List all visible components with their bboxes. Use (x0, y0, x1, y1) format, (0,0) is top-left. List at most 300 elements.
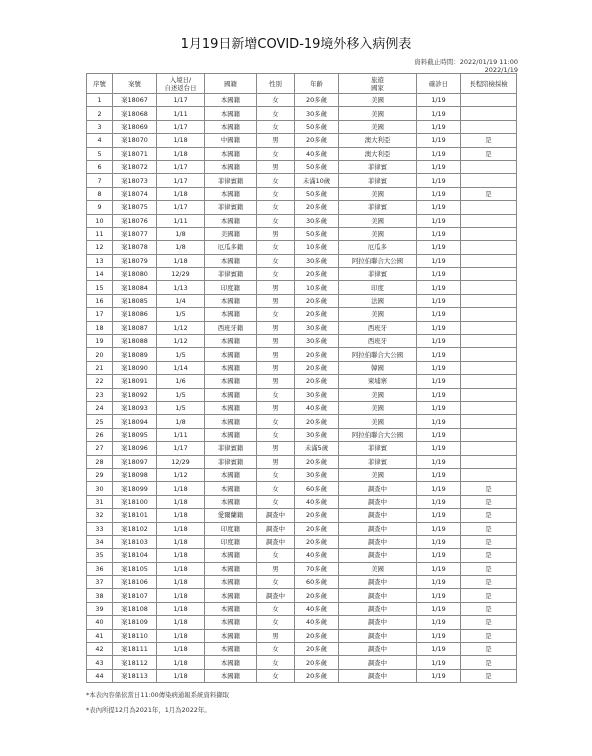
cell-col-seq: 2 (87, 107, 113, 120)
cell-col-entry-date: 1/12 (157, 321, 205, 334)
cell-col-case-id: 案18089 (113, 348, 157, 361)
cell-col-seq: 8 (87, 187, 113, 200)
cell-col-seq: 18 (87, 321, 113, 334)
cell-col-long-range (461, 335, 517, 348)
cell-col-seq: 33 (87, 522, 113, 535)
cell-col-travel-country: 西班牙 (339, 321, 417, 334)
cell-col-case-id: 案18109 (113, 616, 157, 629)
cell-col-entry-date: 12/29 (157, 268, 205, 281)
cell-col-entry-date: 1/18 (157, 482, 205, 495)
cell-col-confirm-date: 1/19 (417, 455, 461, 468)
cell-col-nationality: 愛爾蘭籍 (205, 509, 257, 522)
cell-col-confirm-date: 1/19 (417, 669, 461, 682)
cell-col-entry-date: 12/29 (157, 455, 205, 468)
cell-col-age: 40多歲 (295, 602, 339, 615)
cell-col-seq: 43 (87, 656, 113, 669)
cell-col-gender: 男 (257, 227, 295, 240)
cell-col-long-range (461, 375, 517, 388)
cell-col-age: 30多歲 (295, 321, 339, 334)
cell-col-gender: 女 (257, 201, 295, 214)
cell-col-gender: 女 (257, 415, 295, 428)
cell-col-seq: 11 (87, 227, 113, 240)
cell-col-case-id: 案18106 (113, 576, 157, 589)
cell-col-confirm-date: 1/19 (417, 147, 461, 160)
cell-col-long-range: 是 (461, 482, 517, 495)
cell-col-case-id: 案18086 (113, 308, 157, 321)
header-col-confirm-date: 確診日 (417, 74, 461, 94)
cell-col-entry-date: 1/18 (157, 562, 205, 575)
cell-col-long-range: 是 (461, 495, 517, 508)
cell-col-entry-date: 1/18 (157, 254, 205, 267)
cell-col-gender: 男 (257, 281, 295, 294)
table-row (87, 201, 517, 214)
cell-col-confirm-date: 1/19 (417, 227, 461, 240)
table-row (87, 455, 517, 468)
cell-col-entry-date: 1/4 (157, 294, 205, 307)
cell-col-entry-date: 1/5 (157, 348, 205, 361)
cell-col-nationality: 本國籍 (205, 602, 257, 615)
cell-col-travel-country: 厄瓜多 (339, 241, 417, 254)
cell-col-entry-date: 1/18 (157, 669, 205, 682)
cell-col-long-range (461, 120, 517, 133)
cell-col-entry-date: 1/5 (157, 308, 205, 321)
cell-col-confirm-date: 1/19 (417, 348, 461, 361)
cell-col-age: 30多歲 (295, 335, 339, 348)
cell-col-age: 50多歲 (295, 160, 339, 173)
cell-col-long-range: 是 (461, 629, 517, 642)
cell-col-seq: 12 (87, 241, 113, 254)
cell-col-long-range (461, 94, 517, 107)
cell-col-gender: 女 (257, 187, 295, 200)
cell-col-travel-country: 調查中 (339, 576, 417, 589)
cell-col-travel-country: 韓國 (339, 361, 417, 374)
cell-col-age: 20多歲 (295, 134, 339, 147)
cell-col-seq: 35 (87, 549, 113, 562)
cell-col-gender: 女 (257, 656, 295, 669)
cell-col-nationality: 本國籍 (205, 361, 257, 374)
cell-col-nationality: 本國籍 (205, 294, 257, 307)
cell-col-nationality: 本國籍 (205, 348, 257, 361)
cell-col-age: 20多歲 (295, 268, 339, 281)
cell-col-gender: 女 (257, 428, 295, 441)
cell-col-nationality: 菲律賓籍 (205, 201, 257, 214)
cell-col-entry-date: 1/18 (157, 134, 205, 147)
cell-col-nationality: 本國籍 (205, 656, 257, 669)
cell-col-gender: 女 (257, 482, 295, 495)
cell-col-age: 30多歲 (295, 214, 339, 227)
cell-col-confirm-date: 1/19 (417, 201, 461, 214)
cell-col-confirm-date: 1/19 (417, 415, 461, 428)
cell-col-gender: 女 (257, 549, 295, 562)
cell-col-gender: 男 (257, 401, 295, 414)
cell-col-long-range: 是 (461, 602, 517, 615)
cell-col-case-id: 案18091 (113, 375, 157, 388)
cell-col-long-range: 是 (461, 616, 517, 629)
table-row (87, 602, 517, 615)
cell-col-seq: 44 (87, 669, 113, 682)
table-row (87, 468, 517, 481)
cell-col-travel-country: 阿拉伯聯合大公國 (339, 428, 417, 441)
cell-col-travel-country: 菲律賓 (339, 455, 417, 468)
cell-col-entry-date: 1/18 (157, 495, 205, 508)
cell-col-confirm-date: 1/19 (417, 308, 461, 321)
table-row (87, 375, 517, 388)
cell-col-travel-country: 西班牙 (339, 335, 417, 348)
cell-col-seq: 39 (87, 602, 113, 615)
cell-col-long-range: 是 (461, 522, 517, 535)
cell-col-gender: 男 (257, 321, 295, 334)
cell-col-gender: 男 (257, 455, 295, 468)
table-row (87, 562, 517, 575)
cell-col-nationality: 本國籍 (205, 254, 257, 267)
cell-col-nationality: 本國籍 (205, 589, 257, 602)
cell-col-confirm-date: 1/19 (417, 616, 461, 629)
table-body (87, 94, 517, 683)
cell-col-case-id: 案18101 (113, 509, 157, 522)
cell-col-case-id: 案18093 (113, 401, 157, 414)
cell-col-confirm-date: 1/19 (417, 643, 461, 656)
cell-col-gender: 男 (257, 348, 295, 361)
cell-col-long-range (461, 455, 517, 468)
header-col-seq: 序號 (87, 74, 113, 94)
cell-col-nationality: 本國籍 (205, 120, 257, 133)
table-row (87, 388, 517, 401)
cell-col-seq: 20 (87, 348, 113, 361)
cell-col-confirm-date: 1/19 (417, 442, 461, 455)
cell-col-travel-country: 調查中 (339, 522, 417, 535)
cell-col-gender: 女 (257, 147, 295, 160)
header-col-entry-date: 入境日/ 自述返台日 (157, 74, 205, 94)
cell-col-confirm-date: 1/19 (417, 535, 461, 548)
cell-col-nationality: 本國籍 (205, 107, 257, 120)
cell-col-case-id: 案18111 (113, 643, 157, 656)
cell-col-entry-date: 1/18 (157, 629, 205, 642)
cell-col-confirm-date: 1/19 (417, 468, 461, 481)
cell-col-long-range (461, 281, 517, 294)
cell-col-entry-date: 1/17 (157, 94, 205, 107)
cell-col-gender: 男 (257, 335, 295, 348)
cell-col-gender: 女 (257, 308, 295, 321)
cell-col-confirm-date: 1/19 (417, 375, 461, 388)
cell-col-travel-country: 美國 (339, 562, 417, 575)
cell-col-seq: 34 (87, 535, 113, 548)
cell-col-case-id: 案18076 (113, 214, 157, 227)
cell-col-seq: 14 (87, 268, 113, 281)
cell-col-age: 30多歲 (295, 107, 339, 120)
cell-col-long-range (461, 401, 517, 414)
cell-col-case-id: 案18073 (113, 174, 157, 187)
cell-col-case-id: 案18090 (113, 361, 157, 374)
cell-col-travel-country: 美國 (339, 401, 417, 414)
cell-col-travel-country: 美國 (339, 388, 417, 401)
cell-col-seq: 40 (87, 616, 113, 629)
cell-col-travel-country: 美國 (339, 227, 417, 240)
cell-col-confirm-date: 1/19 (417, 576, 461, 589)
cell-col-travel-country: 調查中 (339, 549, 417, 562)
cell-col-gender: 男 (257, 375, 295, 388)
cell-col-nationality: 本國籍 (205, 468, 257, 481)
cell-col-long-range: 是 (461, 549, 517, 562)
cell-col-long-range: 是 (461, 535, 517, 548)
cell-col-confirm-date: 1/19 (417, 482, 461, 495)
cell-col-seq: 28 (87, 455, 113, 468)
cell-col-seq: 10 (87, 214, 113, 227)
cell-col-seq: 9 (87, 201, 113, 214)
table-row (87, 254, 517, 267)
cell-col-entry-date: 1/18 (157, 522, 205, 535)
cell-col-nationality: 菲律賓籍 (205, 442, 257, 455)
cell-col-age: 40多歲 (295, 495, 339, 508)
cell-col-gender: 女 (257, 254, 295, 267)
cell-col-gender: 調查中 (257, 589, 295, 602)
header-col-travel-country: 旅遊 國家 (339, 74, 417, 94)
cell-col-case-id: 案18075 (113, 201, 157, 214)
cell-col-nationality: 菲律賓籍 (205, 268, 257, 281)
table-row (87, 187, 517, 200)
cell-col-case-id: 案18104 (113, 549, 157, 562)
cell-col-confirm-date: 1/19 (417, 120, 461, 133)
cell-col-entry-date: 1/18 (157, 656, 205, 669)
table-header-row (87, 74, 517, 94)
cell-col-nationality: 本國籍 (205, 669, 257, 682)
cell-col-gender: 男 (257, 361, 295, 374)
table-row (87, 241, 517, 254)
cell-col-case-id: 案18099 (113, 482, 157, 495)
cell-col-entry-date: 1/18 (157, 616, 205, 629)
cell-col-case-id: 案18085 (113, 294, 157, 307)
cell-col-entry-date: 1/18 (157, 187, 205, 200)
cell-col-confirm-date: 1/19 (417, 281, 461, 294)
cell-col-gender: 女 (257, 174, 295, 187)
cell-col-long-range: 是 (461, 589, 517, 602)
cell-col-entry-date: 1/18 (157, 643, 205, 656)
table-row (87, 415, 517, 428)
cell-col-seq: 29 (87, 468, 113, 481)
cell-col-long-range: 是 (461, 134, 517, 147)
table-row (87, 428, 517, 441)
cell-col-entry-date: 1/17 (157, 442, 205, 455)
cell-col-case-id: 案18092 (113, 388, 157, 401)
cell-col-travel-country: 調查中 (339, 669, 417, 682)
cell-col-confirm-date: 1/19 (417, 268, 461, 281)
cell-col-nationality: 本國籍 (205, 160, 257, 173)
table-row (87, 495, 517, 508)
cell-col-confirm-date: 1/19 (417, 160, 461, 173)
table-row (87, 656, 517, 669)
cell-col-long-range (461, 348, 517, 361)
cell-col-entry-date: 1/18 (157, 576, 205, 589)
cell-col-nationality: 本國籍 (205, 415, 257, 428)
cell-col-seq: 15 (87, 281, 113, 294)
header-col-long-range: 長程陪檢採檢 (461, 74, 517, 94)
cell-col-entry-date: 1/18 (157, 535, 205, 548)
table-row (87, 321, 517, 334)
cell-col-age: 50多歲 (295, 187, 339, 200)
table-row (87, 669, 517, 682)
cell-col-travel-country: 調查中 (339, 509, 417, 522)
cell-col-long-range: 是 (461, 643, 517, 656)
cell-col-nationality: 菲律賓籍 (205, 455, 257, 468)
cell-col-travel-country: 調查中 (339, 643, 417, 656)
cell-col-entry-date: 1/17 (157, 174, 205, 187)
table-row (87, 335, 517, 348)
cell-col-case-id: 案18070 (113, 134, 157, 147)
cell-col-case-id: 案18108 (113, 602, 157, 615)
cell-col-nationality: 本國籍 (205, 147, 257, 160)
cases-table (86, 73, 517, 683)
data-cutoff-time: 資料截止時間：2022/01/19 11:00 (414, 58, 518, 66)
cell-col-long-range (461, 361, 517, 374)
cell-col-confirm-date: 1/19 (417, 107, 461, 120)
cell-col-case-id: 案18072 (113, 160, 157, 173)
cell-col-case-id: 案18095 (113, 428, 157, 441)
cell-col-case-id: 案18113 (113, 669, 157, 682)
cell-col-travel-country: 菲律賓 (339, 268, 417, 281)
cell-col-gender: 男 (257, 294, 295, 307)
table-row (87, 482, 517, 495)
cell-col-nationality: 本國籍 (205, 482, 257, 495)
cell-col-nationality: 本國籍 (205, 308, 257, 321)
table-row (87, 535, 517, 548)
table-row (87, 281, 517, 294)
cell-col-long-range: 是 (461, 509, 517, 522)
cell-col-case-id: 案18105 (113, 562, 157, 575)
cell-col-seq: 22 (87, 375, 113, 388)
table-row (87, 616, 517, 629)
cell-col-case-id: 案18110 (113, 629, 157, 642)
cell-col-case-id: 案18102 (113, 522, 157, 535)
cell-col-entry-date: 1/18 (157, 509, 205, 522)
cell-col-long-range (461, 388, 517, 401)
cell-col-travel-country: 美國 (339, 214, 417, 227)
cell-col-gender: 女 (257, 241, 295, 254)
cell-col-travel-country: 調查中 (339, 656, 417, 669)
cell-col-long-range (461, 107, 517, 120)
cell-col-confirm-date: 1/19 (417, 134, 461, 147)
cell-col-entry-date: 1/5 (157, 401, 205, 414)
cell-col-nationality: 本國籍 (205, 214, 257, 227)
footnote-date-note: *表內所提12月為2021年，1月為2022年。 (86, 706, 211, 714)
cell-col-nationality: 印度籍 (205, 281, 257, 294)
table-row (87, 227, 517, 240)
table-row (87, 361, 517, 374)
cell-col-gender: 調查中 (257, 535, 295, 548)
cell-col-entry-date: 1/6 (157, 375, 205, 388)
cell-col-travel-country: 柬埔寨 (339, 375, 417, 388)
cell-col-confirm-date: 1/19 (417, 509, 461, 522)
cell-col-gender: 男 (257, 442, 295, 455)
cell-col-gender: 調查中 (257, 509, 295, 522)
cell-col-nationality: 本國籍 (205, 375, 257, 388)
cell-col-nationality: 本國籍 (205, 549, 257, 562)
cell-col-long-range: 是 (461, 187, 517, 200)
cell-col-entry-date: 1/17 (157, 201, 205, 214)
cell-col-travel-country: 調查中 (339, 482, 417, 495)
cell-col-nationality: 本國籍 (205, 562, 257, 575)
cell-col-nationality: 本國籍 (205, 495, 257, 508)
page-title: 1月19日新增COVID-19境外移入病例表 (180, 37, 412, 52)
cell-col-travel-country: 美國 (339, 120, 417, 133)
cell-col-travel-country: 澳大利亞 (339, 147, 417, 160)
cell-col-long-range (461, 268, 517, 281)
cell-col-case-id: 案18069 (113, 120, 157, 133)
cell-col-confirm-date: 1/19 (417, 562, 461, 575)
cell-col-gender: 女 (257, 468, 295, 481)
cell-col-confirm-date: 1/19 (417, 174, 461, 187)
cell-col-entry-date: 1/18 (157, 589, 205, 602)
cell-col-long-range (461, 468, 517, 481)
footnote-source: *本表內容係依當日11:00傳染病通報系統資料擷取 (86, 691, 230, 699)
cell-col-confirm-date: 1/19 (417, 522, 461, 535)
cell-col-case-id: 案18103 (113, 535, 157, 548)
cell-col-long-range: 是 (461, 147, 517, 160)
cell-col-travel-country: 美國 (339, 107, 417, 120)
cell-col-gender: 女 (257, 107, 295, 120)
cell-col-confirm-date: 1/19 (417, 428, 461, 441)
table-row (87, 576, 517, 589)
cell-col-age: 50多歲 (295, 227, 339, 240)
cell-col-case-id: 案18087 (113, 321, 157, 334)
cell-col-nationality: 本國籍 (205, 187, 257, 200)
cell-col-travel-country: 美國 (339, 94, 417, 107)
cell-col-confirm-date: 1/19 (417, 495, 461, 508)
cell-col-gender: 女 (257, 268, 295, 281)
cell-col-age: 20多歲 (295, 201, 339, 214)
table-row (87, 549, 517, 562)
cell-col-long-range (461, 428, 517, 441)
cell-col-case-id: 案18100 (113, 495, 157, 508)
cell-col-nationality: 中國籍 (205, 134, 257, 147)
cell-col-confirm-date: 1/19 (417, 629, 461, 642)
table-row (87, 174, 517, 187)
cell-col-age: 未滿10歲 (295, 174, 339, 187)
cell-col-seq: 5 (87, 147, 113, 160)
cell-col-age: 10多歲 (295, 241, 339, 254)
cell-col-long-range (461, 214, 517, 227)
cell-col-long-range (461, 227, 517, 240)
table-row (87, 522, 517, 535)
cell-col-travel-country: 菲律賓 (339, 160, 417, 173)
cell-col-nationality: 美國籍 (205, 227, 257, 240)
cell-col-case-id: 案18068 (113, 107, 157, 120)
cell-col-seq: 25 (87, 415, 113, 428)
cell-col-age: 20多歲 (295, 455, 339, 468)
cell-col-case-id: 案18098 (113, 468, 157, 481)
table-row (87, 442, 517, 455)
cell-col-travel-country: 菲律賓 (339, 174, 417, 187)
cell-col-age: 30多歲 (295, 468, 339, 481)
cell-col-confirm-date: 1/19 (417, 241, 461, 254)
cell-col-nationality: 本國籍 (205, 576, 257, 589)
cell-col-age: 20多歲 (295, 629, 339, 642)
table-row (87, 147, 517, 160)
cell-col-age: 10多歲 (295, 281, 339, 294)
cell-col-case-id: 案18079 (113, 254, 157, 267)
cell-col-age: 60多歲 (295, 482, 339, 495)
cell-col-travel-country: 美國 (339, 415, 417, 428)
cell-col-age: 40多歲 (295, 147, 339, 160)
cell-col-seq: 26 (87, 428, 113, 441)
cell-col-seq: 36 (87, 562, 113, 575)
cell-col-gender: 調查中 (257, 522, 295, 535)
table-row (87, 348, 517, 361)
cell-col-confirm-date: 1/19 (417, 361, 461, 374)
cell-col-nationality: 本國籍 (205, 401, 257, 414)
cell-col-seq: 30 (87, 482, 113, 495)
table-row (87, 214, 517, 227)
table-row (87, 401, 517, 414)
cell-col-nationality: 本國籍 (205, 94, 257, 107)
